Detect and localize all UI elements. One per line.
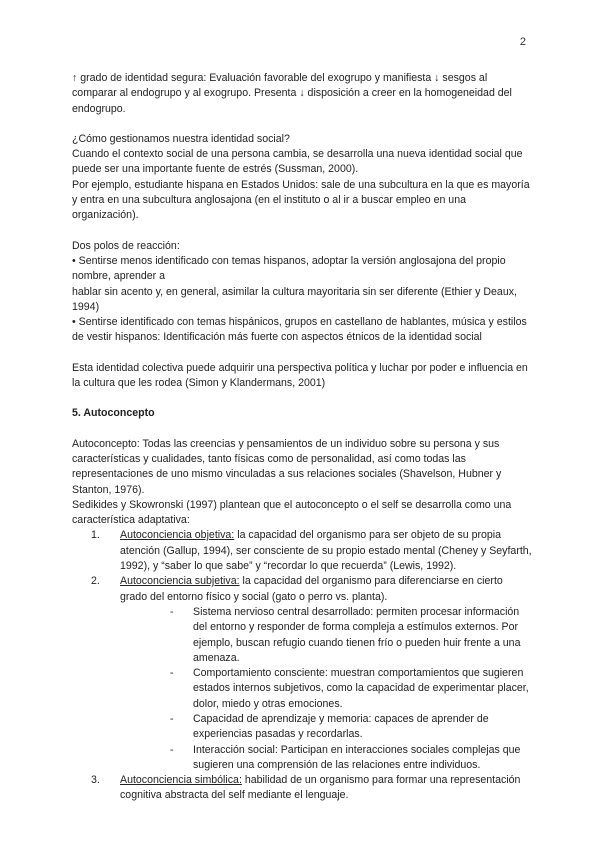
sedikides-paragraph: Sedikides y Skowronski (1997) plantean que el autoconcepto o el self se desarrolla como una característica adaptativa: — [72, 498, 512, 527]
term-simbolica: Autoconciencia simbólica: — [120, 774, 242, 787]
gestion-line-1: Cuando el contexto social de una persona cambia, se desarrolla una nueva identidad social que puede ser una importante fuente de estrés (Sussman, 2000). — [72, 148, 523, 176]
polos-bullet-2: • Sentirse identificado con temas hispánicos, grupos en castellano de hablantes, música y estilos de vestir hispanos: Identificación más fuerte con aspectos étnicos de la identidad social — [72, 316, 527, 344]
gestion-question: ¿Cómo gestionamos nuestra identidad social? — [72, 132, 290, 145]
term-text: habilidad de un organismo para formar una representación cognitiva abstracta del self mediante el lenguaje. — [120, 774, 521, 802]
sub-list-item — [170, 712, 532, 743]
list-number: 3. — [91, 774, 100, 787]
polos-title: Dos polos de reacción: — [72, 239, 180, 252]
term-text: la capacidad del organismo para ser objeto de su propia atención (Gallup, 1994), ser consciente de su propio estado mental (Cheney y Seyfarth, 1992), y “saber lo que sabe” y “recordar lo que recuerda” (Lewis, 1992). — [120, 529, 532, 573]
term-objetiva: Autoconciencia objetiva: — [120, 529, 235, 542]
sub-item-text: Comportamiento consciente: muestran comportamientos que sugieren estados internos subjetivos, como la capacidad de experimentar placer, dolor, miedo y otras emociones. — [193, 667, 529, 710]
sub-item-text: Interacción social: Participan en interacciones sociales complejas que sugieren una comprensión de las relaciones entre individuos. — [193, 743, 521, 771]
sub-list-item — [170, 743, 532, 774]
sub-list-item — [170, 605, 532, 666]
sub-item-text: Sistema nervioso central desarrollado: permiten procesar información del entorno y responder de forma compleja a estímulos externos. Por ejemplo, buscan refugio cuando tienen frío o pueden huir frente a una amenaza. — [193, 605, 521, 664]
page-number: 2 — [519, 36, 526, 48]
dash-marker: - — [170, 743, 174, 756]
polos-section — [72, 239, 532, 346]
list-item — [91, 773, 532, 804]
list-item — [91, 574, 532, 773]
dash-marker: - — [170, 712, 174, 725]
intro-paragraph: ↑ grado de identidad segura: Evaluación favorable del exogrupo y manifiesta ↓ sesgos al comparar al endogrupo y al exogrupo. Presenta ↓ disposición a creer en la homogeneidad del endogrupo. — [72, 72, 512, 115]
polos-bullet-1b: hablar sin acento y, en general, asimilar la cultura mayoritaria sin ser diferente (Ethier y Deaux, 1994) — [72, 285, 517, 313]
dash-marker: - — [170, 667, 174, 680]
list-number: 2. — [91, 575, 100, 588]
sub-list-item — [170, 666, 532, 712]
gestion-line-2: Por ejemplo, estudiante hispana en Estados Unidos: sale de una subcultura en la que es mayoría y entra en una subcultura anglosajona (en el instituto o al ir a buscar empleo en una organización). — [72, 178, 530, 222]
autoconcepto-definition: Autoconcepto: Todas las creencias y pensamientos de un individuo sobre su persona y sus características y cualidades, tanto físicas como de personalidad, así como todas las representaciones de uno mismo vinculadas a sus relaciones sociales (Shavelson, Hubner y Stanton, 1976). — [72, 437, 502, 496]
page-content — [72, 71, 532, 804]
colectiva-paragraph: Esta identidad colectiva puede adquirir una perspectiva política y luchar por poder e influencia en la cultura que les rodea (Simon y Klandermans, 2001) — [72, 361, 528, 390]
dash-marker: - — [170, 605, 174, 618]
list-item — [91, 528, 532, 574]
term-subjetiva: Autoconciencia subjetiva: — [120, 575, 240, 588]
autoconciencia-list — [72, 528, 532, 803]
sub-item-text: Capacidad de aprendizaje y memoria: capaces de aprender de experiencias pasadas y recordarlas. — [193, 712, 489, 741]
polos-bullet-1a: • Sentirse menos identificado con temas hispanos, adoptar la versión anglosajona del propio nombre, aprender a — [72, 254, 506, 283]
term-text: la capacidad del organismo para diferenciarse en cierto grado del entorno físico y social (gato o perro vs. planta). — [120, 575, 503, 603]
section-5-heading: 5. Autoconcepto — [72, 407, 155, 420]
list-number: 1. — [91, 529, 100, 542]
subjetiva-sublist — [120, 605, 532, 773]
gestion-section — [72, 132, 532, 224]
